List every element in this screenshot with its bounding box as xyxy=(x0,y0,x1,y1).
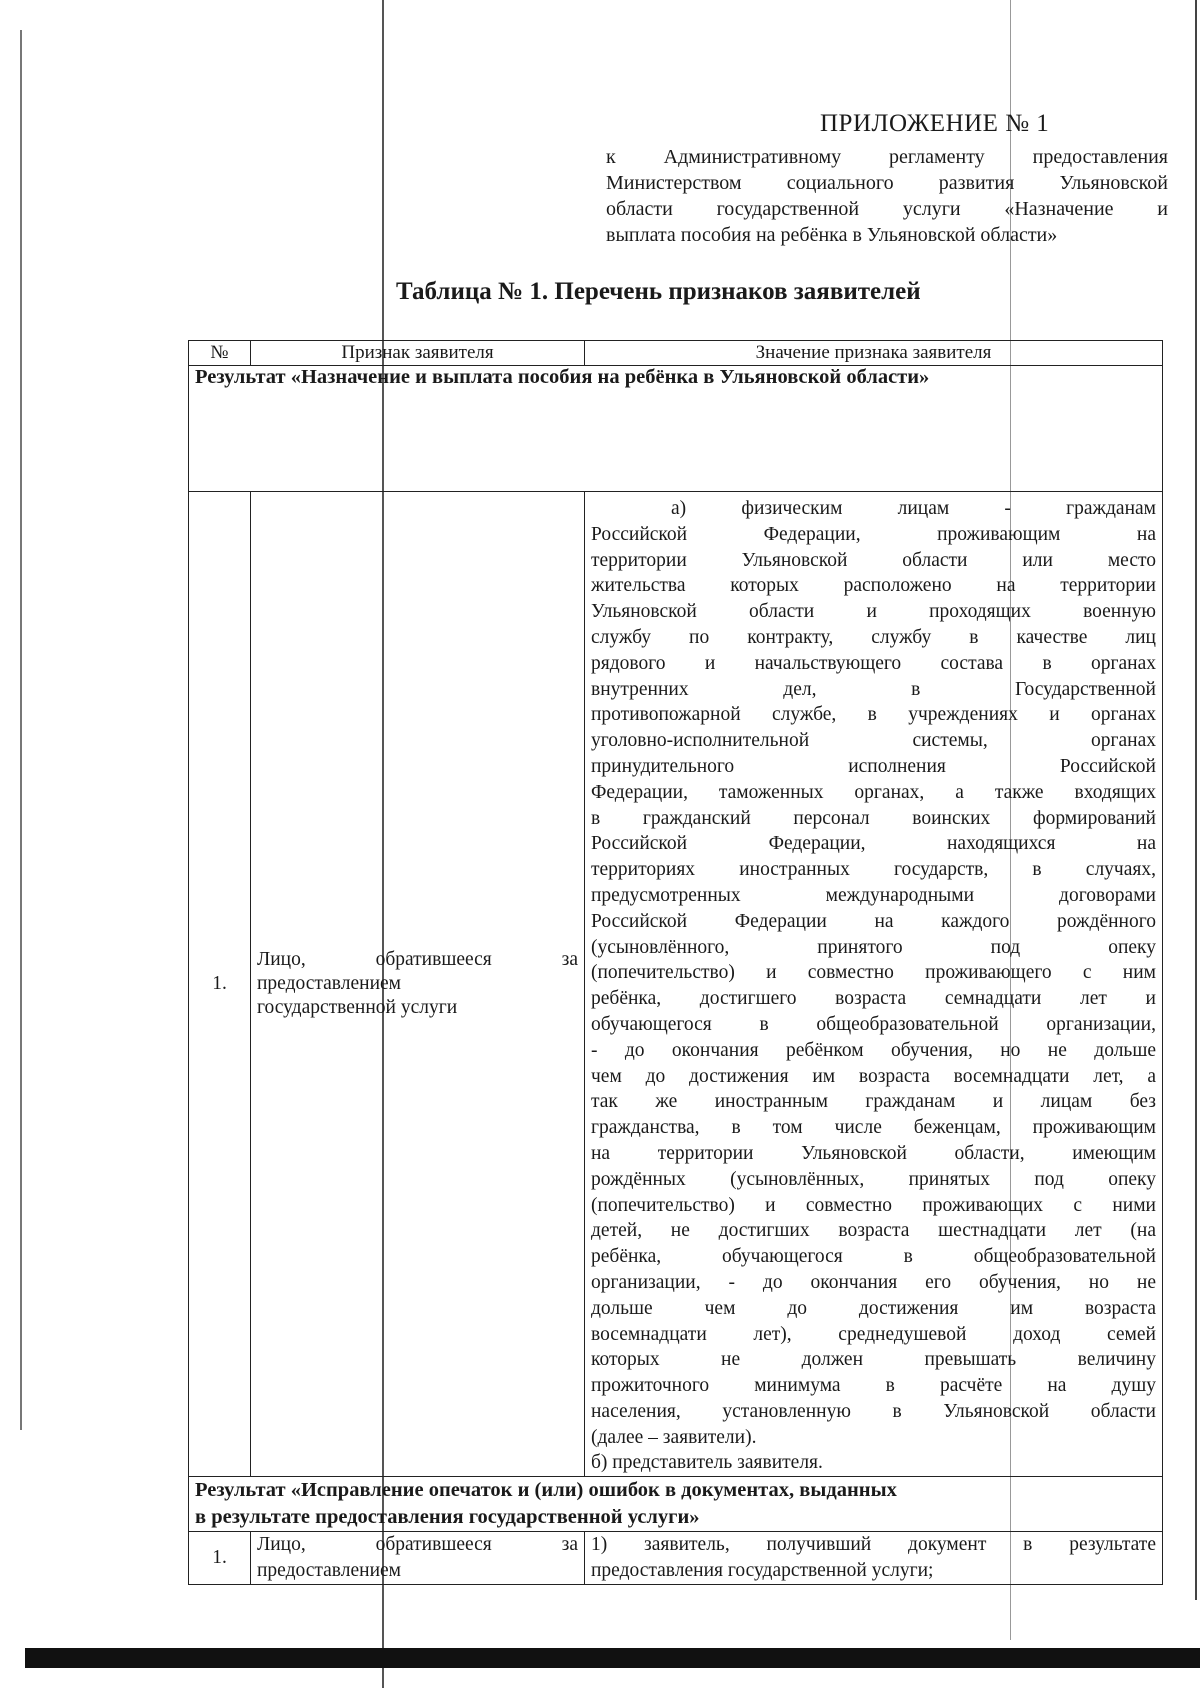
table-row xyxy=(189,1532,1163,1585)
appendix-title: ПРИЛОЖЕНИЕ № 1 xyxy=(820,110,1050,137)
result-section-title: Результат «Назначение и выплата пособия на ребёнка в Ульяновской области» xyxy=(189,366,1163,492)
header-number: № xyxy=(189,341,251,366)
appendix-subtitle-line: к Административному регламенту предоставления xyxy=(606,146,1168,168)
attribute-line: предоставлением xyxy=(257,973,402,995)
table-title: Таблица № 1. Перечень признаков заявителей xyxy=(396,278,921,305)
value-line: уголовно-исполнительной системы, органах xyxy=(591,730,1156,752)
value-line: - до окончания ребёнком обучения, но не дольше xyxy=(591,1039,1156,1061)
value-line: Ульяновской области и проходящих военную xyxy=(591,601,1156,623)
attribute-line: государственной услуги xyxy=(257,997,458,1019)
header-attribute: Признак заявителя xyxy=(251,341,585,366)
value-line: чем до достижения им возраста восемнадцати лет, а xyxy=(591,1065,1156,1087)
value-line: территории Ульяновской области или место xyxy=(591,549,1156,571)
table-header-row xyxy=(189,341,1163,366)
scan-artifact-line xyxy=(1195,0,1197,1600)
value-line: Российской Федерации на каждого рождённого xyxy=(591,910,1156,932)
attribute-line: Лицо, обратившееся за xyxy=(257,1534,578,1556)
value-line: которых не должен превышать величину xyxy=(591,1349,1156,1371)
value-line: (далее – заявители). xyxy=(591,1426,757,1448)
value-line: организации, - до окончания его обучения, но не xyxy=(591,1271,1156,1293)
row-number: 1. xyxy=(189,1532,251,1585)
value-line: (попечительство) и совместно проживающего с ним xyxy=(591,962,1156,984)
scan-artifact-line xyxy=(20,30,22,1430)
table-row xyxy=(189,492,1163,1477)
value-line: внутренних дел, в Государственной xyxy=(591,678,1156,700)
value-line: восемнадцати лет), среднедушевой доход семей xyxy=(591,1323,1156,1345)
value-line: предоставления государственной услуги; xyxy=(591,1560,934,1582)
value-line: (попечительство) и совместно проживающих с ними xyxy=(591,1194,1156,1216)
value-line: жительства которых расположено на территории xyxy=(591,575,1156,597)
appendix-subtitle-line: выплата пособия на ребёнка в Ульяновской области» xyxy=(606,224,1058,246)
value-line: обучающегося в общеобразовательной организации, xyxy=(591,1013,1156,1035)
scan-artifact-bar xyxy=(25,1648,1200,1668)
applicant-attributes-table xyxy=(188,340,1163,1585)
value-line: дольше чем до достижения им возраста xyxy=(591,1297,1156,1319)
value-line: ребёнка, достигшего возраста семнадцати лет и xyxy=(591,988,1156,1010)
value-line: а) физическим лицам - гражданам xyxy=(671,498,1156,519)
row-attribute xyxy=(251,1532,585,1585)
result-section-1 xyxy=(189,366,1163,492)
appendix-subtitle-line: области государственной услуги «Назначение и xyxy=(606,198,1168,220)
value-line: 1) заявитель, получивший документ в результате xyxy=(591,1534,1156,1556)
row-value xyxy=(585,492,1163,1477)
value-line: (усыновлённого, принятого под опеку xyxy=(591,936,1156,958)
value-line: принудительного исполнения Российской xyxy=(591,755,1156,777)
result-section-2 xyxy=(189,1477,1163,1532)
row-value xyxy=(585,1532,1163,1585)
value-line: на территории Ульяновской области, имеющим xyxy=(591,1142,1156,1164)
row-attribute xyxy=(251,492,585,1477)
value-line: Федерации, таможенных органах, а также входящих xyxy=(591,781,1156,803)
result-section-title xyxy=(189,1477,1163,1532)
value-line: прожиточного минимума в расчёте на душу xyxy=(591,1375,1156,1397)
result-section-line: в результате предоставления государственной услуги» xyxy=(195,1506,700,1529)
header-value: Значение признака заявителя xyxy=(585,341,1163,366)
value-line: б) представитель заявителя. xyxy=(591,1452,823,1474)
value-line: ребёнка, обучающегося в общеобразовательной xyxy=(591,1246,1156,1268)
appendix-subtitle xyxy=(606,144,1168,248)
row-number: 1. xyxy=(189,492,251,1477)
value-line: так же иностранным гражданам и лицам без xyxy=(591,1091,1156,1113)
value-line: службу по контракту, службу в качестве лиц xyxy=(591,626,1156,648)
value-line: детей, не достигших возраста шестнадцати лет (на xyxy=(591,1220,1156,1242)
value-line: населения, установленную в Ульяновской области xyxy=(591,1400,1156,1422)
value-line: Российской Федерации, находящихся на xyxy=(591,833,1156,855)
value-line: гражданства, в том числе беженцам, проживающим xyxy=(591,1117,1156,1139)
value-line: рождённых (усыновлённых, принятых под опеку xyxy=(591,1168,1156,1190)
appendix-subtitle-line: Министерством социального развития Ульяновской xyxy=(606,172,1168,194)
value-line: территориях иностранных государств, в случаях, xyxy=(591,859,1156,881)
value-line: противопожарной службе, в учреждениях и органах xyxy=(591,704,1156,726)
value-line: предусмотренных международными договорами xyxy=(591,884,1156,906)
attribute-line: Лицо, обратившееся за xyxy=(257,949,578,971)
value-line: в гражданский персонал воинских формирований xyxy=(591,807,1156,829)
value-line: рядового и начальствующего состава в органах xyxy=(591,652,1156,674)
attribute-line: предоставлением xyxy=(257,1560,402,1582)
result-section-line: Результат «Исправление опечаток и (или) ошибок в документах, выданных xyxy=(195,1479,897,1502)
value-line: Российской Федерации, проживающим на xyxy=(591,523,1156,545)
